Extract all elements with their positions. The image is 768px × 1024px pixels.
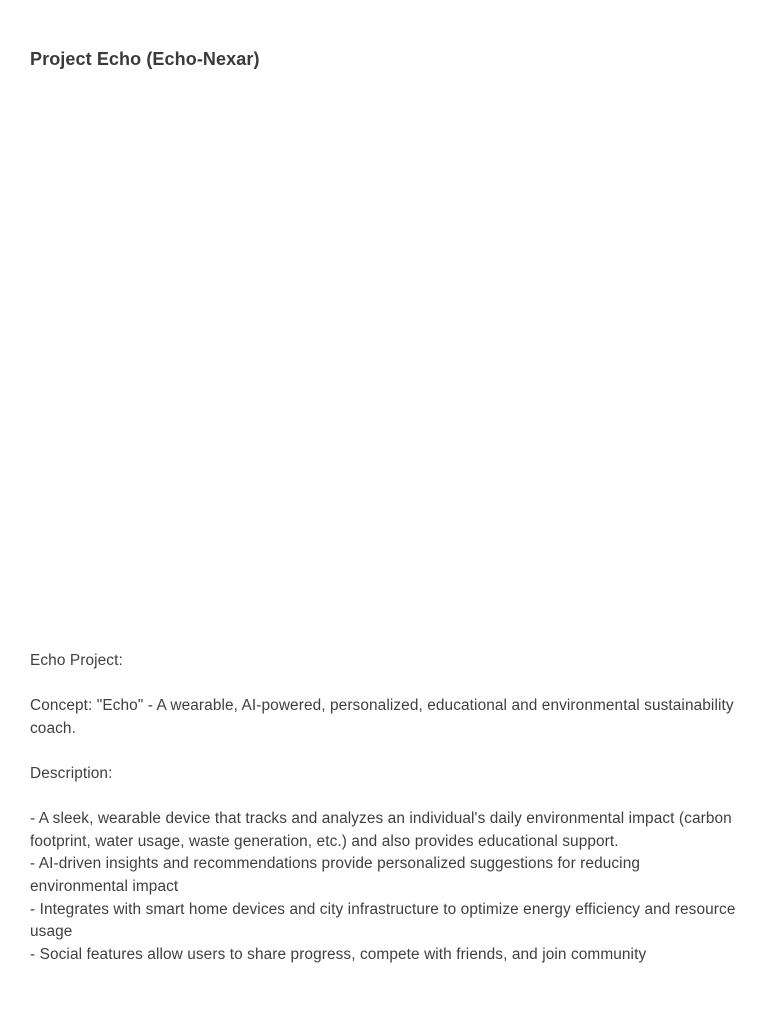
list-item: - Integrates with smart home devices and city infrastructure to optimize energy efficiency and resource usage: [30, 900, 736, 941]
concept-paragraph: Concept: "Echo" - A wearable, AI-powered, personalized, educational and environmental sustainability coach.: [30, 697, 734, 737]
document-title: Project Echo (Echo-Nexar): [30, 49, 260, 69]
list-item: - AI-driven insights and recommendations provide personalized suggestions for reducing environmental impact: [30, 855, 641, 895]
description-label: Description:: [30, 764, 113, 782]
list-item: - A sleek, wearable device that tracks and analyzes an individual's daily environmental impact (carbon footprint, water usage, waste generation, etc.) and also provides educational support.: [30, 810, 732, 850]
description-list: [30, 808, 738, 966]
section-heading: Echo Project:: [30, 652, 123, 669]
document-body: [30, 650, 738, 966]
list-item: - Social features allow users to share progress, compete with friends, and join community: [30, 945, 647, 963]
